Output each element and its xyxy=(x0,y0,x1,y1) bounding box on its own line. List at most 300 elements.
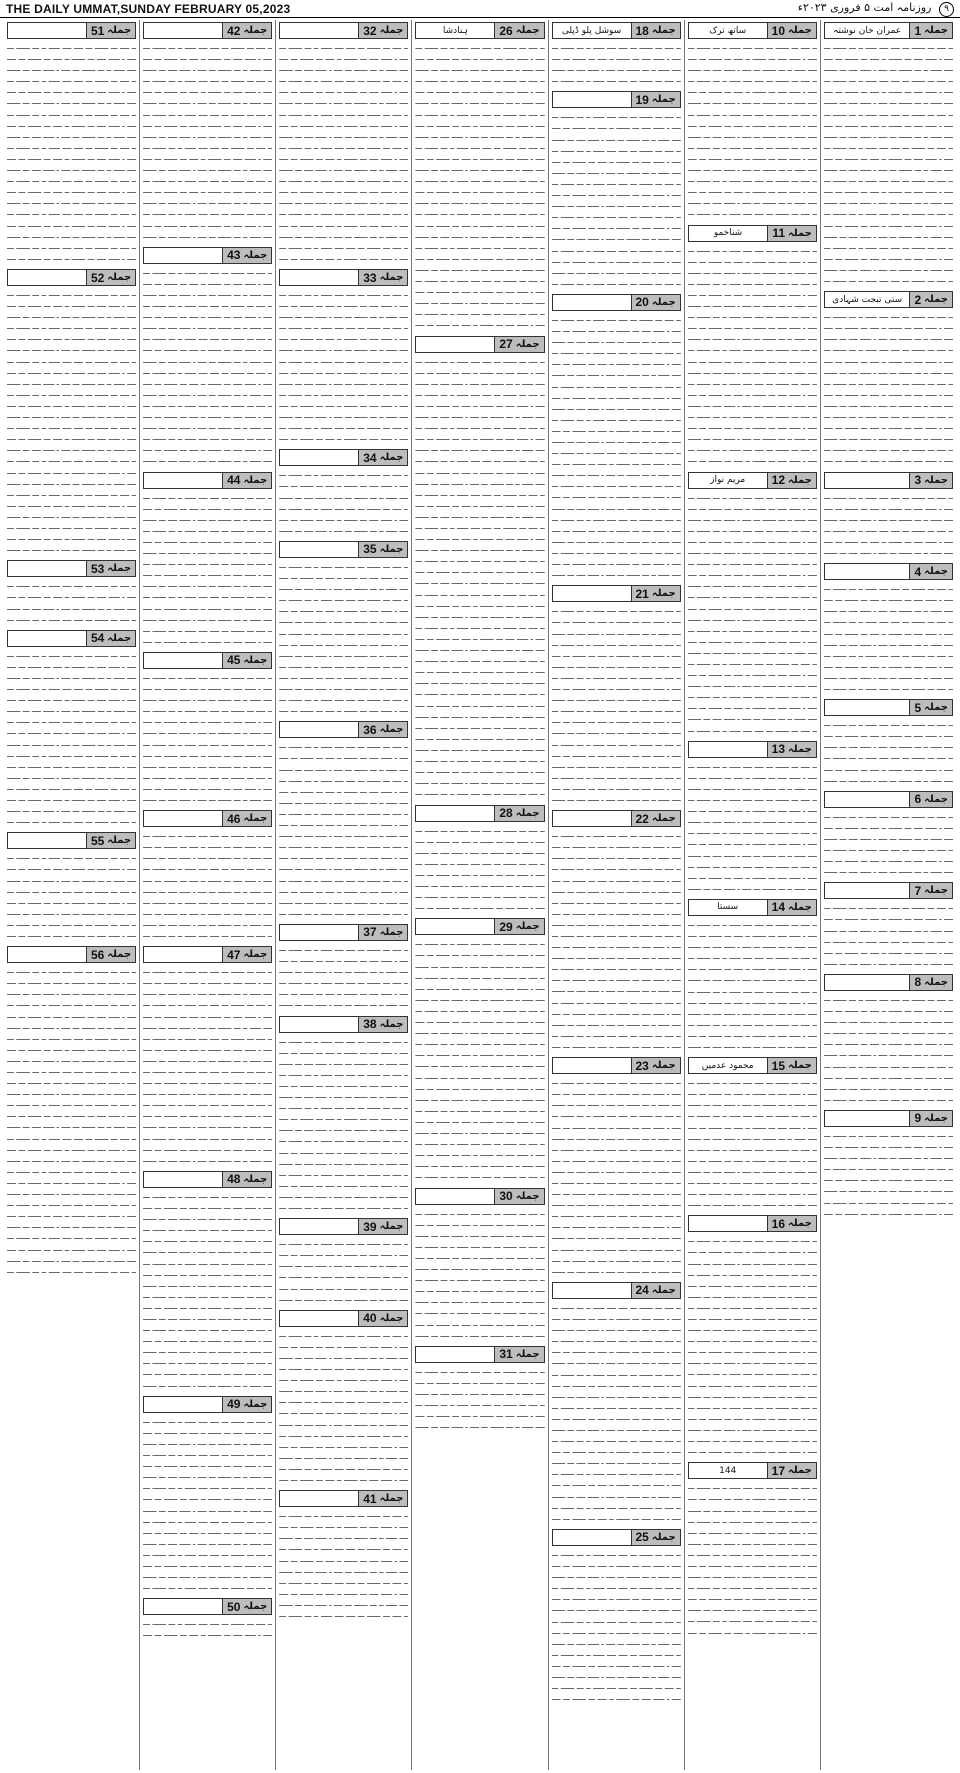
news-item-headline xyxy=(280,722,358,737)
jumla-label: جملہ xyxy=(107,25,132,36)
news-item xyxy=(7,628,136,827)
news-item xyxy=(143,1394,272,1593)
jumla-label: جملہ xyxy=(107,835,132,847)
news-item-headline xyxy=(553,1058,631,1073)
jumla-label: جملہ xyxy=(651,1060,676,1072)
news-item-header xyxy=(824,291,953,308)
news-item-header xyxy=(279,1310,408,1327)
news-item-headline xyxy=(280,270,358,285)
news-item-number-value: 42 xyxy=(227,23,241,38)
news-item-header xyxy=(824,563,953,580)
news-item-number xyxy=(358,722,407,737)
news-item-header xyxy=(7,946,136,963)
news-item-number xyxy=(909,473,952,488)
news-item xyxy=(279,539,408,715)
news-item-number-value: 52 xyxy=(90,270,105,285)
news-item-number xyxy=(631,586,680,601)
jumla-label: جملہ xyxy=(243,249,268,261)
news-item xyxy=(824,20,953,285)
news-item-number xyxy=(767,742,816,757)
news-item xyxy=(279,267,408,443)
news-item-number xyxy=(767,1058,816,1073)
news-item xyxy=(552,1280,681,1523)
news-item-headline: عمران خان نوشتہ xyxy=(833,25,902,36)
news-item xyxy=(143,245,272,466)
news-item-number-value: 6 xyxy=(914,792,922,807)
news-item-header xyxy=(279,721,408,738)
news-column xyxy=(820,20,956,1770)
jumla-label: جملہ xyxy=(651,588,676,600)
news-item-number-value: 16 xyxy=(771,1216,785,1231)
news-item-header xyxy=(279,269,408,286)
jumla-label: جملہ xyxy=(515,921,540,933)
news-item xyxy=(824,697,953,785)
jumla-label: جملہ xyxy=(379,724,404,736)
news-item-headline xyxy=(553,92,631,107)
news-item-body: ــ ــــ ـــ ــــــ ـــ ــــ ــــ ـــــ ــ ـــ ــــــ ـــ ــــ ـ ـــــ ــــ ـــ ــــــ ــ ــــ ـــ ــــــ ـــ ــــ ــــ ـــــ ــ ـــ ــــــ ـــ ــــ ـ ـــــ ــــ ـــ ــــــ ــ ــــ ـــ ــــــ ـــ ــــ ــــ ـــــ ــ ـــ ــــــ ـــ ــــ ـ ـــــ ــــ ـــ ــــــ ــ ــــ ـــ ــــــ ـــ ــــ ــــ ـــــ ــ ـــ ــــــ ـــ ــــ ـ ـــــ ــــ ـــ ــــــ xyxy=(279,469,409,534)
news-item-number xyxy=(631,811,680,826)
news-item-headline xyxy=(416,1189,494,1204)
urdu-date-line: روزنامہ امت ۵ فروری ۲۰۲۳ء xyxy=(797,0,932,14)
news-item-number xyxy=(494,806,543,821)
news-item-headline: سستا xyxy=(717,902,739,913)
news-item xyxy=(279,447,408,535)
news-item-number-value: 38 xyxy=(363,1017,377,1032)
news-item-number-value: 49 xyxy=(227,1397,241,1412)
news-item-body: ــ ــــ ـــ ــــــ ـــ ــــ ــــ ـــــ ــ ـــ ــــــ ـــ ــــ ـ ـــــ ــــ ـــ ــــــ ــ ــــ ـــ ــــــ ـــ ــــ ــــ ـــــ ــ ـــ ــــــ ـــ ــــ ـ ـــــ ــــ ـــ ــــــ ــ ــــ ـــ ــــــ ـــ ــــ ــــ ـــــ ــ ـــ ــــــ ـــ ــــ ـ ـــــ ــــ ـــ ــــــ ــ ــــ ـــ ــــــ ـــ ــــ ــــ ـــــ ــ ـــ ــــــ ـــ ــــ ـ ـــــ ــــ ـــ ــــــ ــ ــــ ـــ ــــــ ـــ ــــ ــــ ـــــ ــ ـــ ــــــ ـــ ــــ ـ ـــــ ــــ ـــ ــــــ ــ ــــ ـــ ــــــ ـــ ــــ ــــ ـــــ ــ ـــ ــــــ ـــ ــــ ـ ـــــ ــــ ـــ ــــــ ــ ــــ ـــ ــــــ ـــ ــــ ــــ ـــــ ــ ـــ ــــــ ـــ ــــ ـ ـــــ ــــ ـــ ــــــ ــ ــــ ـــ ــــــ ـــ ــــ ــــ ـــــ ــ ـــ ــــــ ـــ ــــ ـ ـــــ ــــ ـــ ــــــ ــ ــــ ـــ ــــــ ـــ ــــ ــــ ـــــ ــ ـــ ــــــ ـــ ــــ ـ ـــــ ــــ ـــ ــــــ ــ ــــ ـــ ــــــ ـــ ــــ ــــ ـــــ ــ ـــ ــــــ ـــ ــــ ـ ـــــ ــــ ـــ ــــــ ــ ــــ ـــ ــــــ ـــ ــــ ــــ ـــــ ــ ـــ ــــــ ـــ ــــ ـ ـــــ ــــ ـــ ــــــ ــ ــــ ـــ ــــــ ـــ ــــ ــــ ـــــ ــ ـــ ــــــ ـــ ــــ ـ ـــــ ــــ ـــ ــــــ xyxy=(143,42,273,240)
news-item-number-value: 48 xyxy=(227,1172,241,1187)
news-item-body: ــ ــــ ـــ ــــــ ـــ ــــ ــــ ـــــ ــ ـــ ــــــ ـــ ــــ ـ ـــــ ــــ ـــ ــــــ ــ ــــ ـــ ــــــ ـــ ــــ ــــ ـــــ ــ ـــ ــــــ ـــ ــــ ـ ـــــ ــــ ـــ ــــــ ــ ــــ ـــ ــــــ ـــ ــــ ــــ ـــــ ــ ـــ ــــــ ـــ ــــ ـ ـــــ ــــ ـــ ــــــ ــ ــــ ـــ ــــــ ـــ ــــ ــــ ـــــ ــ ـــ ــــــ ـــ ــــ ـ ـــــ ــــ ـــ ــــــ ــ ــــ ـــ ــــــ ـــ ــــ ــــ ـــــ ــ ـــ ــــــ ـــ ــــ ـ ـــــ ــــ ـــ ــــــ ــ ــــ ـــ ــــــ ـــ ــــ ــــ ـــــ ــ ـــ ــــــ ـــ ــــ ـ ـــــ ــــ ـــ ــــــ ــ ــــ ـــ ــــــ ـــ ــــ ــــ ـــــ ــ ـــ ــــــ ـــ ــــ ـ ـــــ ــــ ـــ ــــــ ــ ــــ ـــ ــــــ ـــ ــــ ــــ ـــــ ــ ـــ ــــــ ـــ ــــ ـ ـــــ ــــ ـــ ــــــ ــ ــــ ـــ ــــــ ـــ ــــ ــــ ـــــ ــ ـــ ــــــ ـــ ــــ ـ ـــــ ــــ ـــ ــــــ ــ ــــ ـــ ــــــ ـــ ــــ xyxy=(279,1329,409,1483)
news-item-headline xyxy=(553,586,631,601)
news-item-number-value: 56 xyxy=(90,947,105,962)
news-item-header xyxy=(143,247,272,264)
jumla-label: جملہ xyxy=(379,926,404,938)
news-item-body: ــ ــــ ـــ ــــــ ـــ ــــ ــــ ـــــ ــ ـــ ــــــ ـــ ــــ ـ ـــــ ــــ ـــ ــــــ ــ ــــ ـــ ــــــ ـــ ــــ ــــ ـــــ ــ ـــ ــــــ ـــ ــــ ـ ـــــ ــــ ـــ ــــــ ــ ــــ ـــ ــــــ ـــ ــــ ــــ ـــــ ــ ـــ ــــــ ـــ ــــ ـ ـــــ ــــ ـــ ــــــ ــ ــــ ـــ ــــــ ـــ ــــ ــــ ـــــ ــ ـــ ــــــ ـــ ــــ ـ ـــــ ــــ ـــ ــــــ ــ ــــ ـــ ــــــ ـــ ــــ ــــ ـــــ ــ ـــ ــــــ ـــ ــــ ـ ـــــ ــــ ـــ ــــــ ــ ــــ ـــ ــــــ ـــ ــــ ــــ ـــــ ــ ـــ ــــــ ـــ ــــ ـ ـــــ ــــ ـــ ــــــ ــ ــــ ـــ ــــــ ـــ ــــ ــــ ـــــ ــ ـــ ــــــ ـــ ــــ ـ ـــــ ــــ ـــ ــــــ ــ ــــ ـــ ــــــ ـــ ــــ ــــ ـــــ ــ ـــ ــــــ ـــ ــــ ـ ـــــ ــــ ـــ ــــــ xyxy=(687,918,817,1050)
news-item xyxy=(415,916,544,1181)
news-item-number-value: 35 xyxy=(363,542,377,557)
news-item-number-value: 41 xyxy=(363,1491,377,1506)
jumla-label: جملہ xyxy=(788,1060,812,1072)
news-item-number xyxy=(358,270,407,285)
news-item-body: ــ ــــ ـــ ــــــ ـــ ــــ ــــ ـــــ ــ ـــ ــــــ ـــ ــــ ـ ـــــ ــــ ـــ ــــــ ــ ــــ ـــ ــــــ ـــ ــــ ــــ ـــــ ــ ـــ ــــــ ـــ ــــ ـ ـــــ ــــ ـــ ــــــ ــ ــــ ـــ ــــــ ـــ ــــ ــــ ـــــ ــ ـــ ــــــ ـــ ــــ ـ ـــــ ــــ ـــ ــــــ ــ ــــ ـــ ــــــ ـــ ــــ ــــ ـــــ ــ ـــ ــــــ ـــ ــــ ـ ـــــ ــــ ـــ ــــــ ــ ــــ ـــ ــــــ ـــ ــــ ــــ ـــــ ــ ـــ ــــــ ـــ ــــ ـ ـــــ ــــ ـــ ــــــ ــ ــــ ـــ ــــــ ـــ ــــ ــــ ـــــ ــ ـــ ــــــ ـــ ــــ ـ ـــــ ــــ ـــ ــــــ ــ ــــ ـــ ــــــ ـــ ــــ ــــ ـــــ ــ ـــ ــــــ ـــ ــــ ـ ـــــ ــــ ـــ ــــــ ــ ــــ ـــ ــــــ ـــ ــــ ــــ ـــــ ــ ـــ ــــــ ـــ ــــ ـ ـــــ ــــ ـــ ــــــ xyxy=(687,1077,817,1209)
news-item-headline xyxy=(144,23,222,38)
jumla-label: جملہ xyxy=(788,25,812,36)
jumla-label: جملہ xyxy=(788,901,812,913)
news-item-body: ــ ــــ ـــ ــــــ ـــ ــــ ــــ ـــــ ــ ـــ ــــــ ـــ ــــ ـ ـــــ ــــ ـــ ــــــ ــ ــــ ـــ ــــــ ـــ ــــ ــــ ـــــ ــ ـــ ــــــ ـــ ــــ ـ ـــــ ــــ ـــ ــــــ ــ ــــ ـــ ــــــ ـــ ــــ ــــ ـــــ ــ ـــ ــــــ ـــ ــــ ـ ـــــ ــــ ـــ ــــــ ــ ــــ ـــ ــــــ ـــ ــــ ــــ ـــــ ــ ـــ ــــــ ـــ ــــ ـ ـــــ ــــ ـــ ــــــ ــ ــــ ـــ ــــــ ـــ ــــ ــــ ـــــ ــ ـــ ــــــ ـــ ــــ ـ ـــــ ــــ ـــ ــــــ ــ ــــ ـــ ــــــ ـــ ــــ ــــ ـــــ ــ ـــ ــــــ ـــ ــــ ـ ـــــ ــــ ـــ ــــــ ــ ــــ ـــ ــــــ ـــ ــــ ــــ ـــــ ــ ـــ ــــــ ـــ ــــ ـ ـــــ ــــ ـــ ــــــ ــ ــــ ـــ ــــــ ـــ ــــ ــــ ـــــ ــ ـــ ــــــ ـــ ــــ ـ ـــــ ــــ ـــ ــــــ ــ ــــ ـــ ــــــ ـــ ــــ ــــ ـــــ ــ ـــ ــــــ ـــ ــــ ـ ـــــ ــــ ـــ ــــــ ــ ــــ ـــ ــــــ ـــ ــــ xyxy=(143,491,273,645)
news-item xyxy=(279,1216,408,1304)
news-item xyxy=(824,289,953,465)
news-item-header xyxy=(279,541,408,558)
news-item-number xyxy=(909,1111,952,1126)
news-item-number-value: 33 xyxy=(363,270,377,285)
news-item-number xyxy=(222,653,271,668)
news-item-headline: سوشل پلو ڈپلی xyxy=(561,25,622,36)
news-item-number xyxy=(909,564,952,579)
news-item-headline xyxy=(416,919,494,934)
jumla-label: جملہ xyxy=(788,743,812,755)
news-item-header xyxy=(688,899,817,916)
news-item-body: ــ ــــ ـــ ــــــ ـــ ــــ ــــ ـــــ ــ ـــ ــــــ ـــ ــــ ـ ـــــ ــــ ـــ ــــــ ــ ــــ ـــ ــــــ ـــ ــــ ــــ ـــــ ــ ـــ ــــــ ـــ ــــ ـ ـــــ ــــ ـــ ــــــ ــ ــــ ـــ ــــــ ـــ ــــ ــــ ـــــ ــ ـــ ــــــ ـــ ــــ ـ ـــــ ــــ ـــ ــــــ ــ ــــ ـــ ــــــ ـــ ــــ ــــ ـــــ ــ ـــ ــــــ ـــ ــــ ـ ـــــ ــــ ـــ ــــــ ــ ــــ ـــ ــــــ ـــ ــــ ــــ ـــــ ــ ـــ ــــــ ـــ ــــ ـ ـــــ ــــ ـــ ــــــ ــ ــــ ـــ ــــــ ـــ ــــ ــــ ـــــ ــ ـــ ــــــ ـــ ــــ ـ ـــــ ــــ ـــ ــــــ ــ ــــ ـــ ــــــ ـــ ــــ ــــ ـــــ ــ ـــ ــــــ ـــ ــــ ـ ـــــ ــــ ـــ ــــــ ــ ــــ ـــ ــــــ ـــ ــــ ــــ ـــــ ــ ـــ ــــــ ـــ ــــ ـ ـــــ ــــ ـــ ــــــ ــ ــــ ـــ ــــــ ـــ ــــ ــــ ـــــ ــ ـــ ــــــ ـــ ــــ ـ ـــــ ــــ ـــ ــــــ ــ ــــ ـــ ــــــ ـــ ــــ ــــ ـــــ ــ ـــ ــــــ ـــ ــــ ـ ـــــ ــــ ـــ ــــــ ــ ــــ ـــ ــــــ ـــ ــــ ــــ ـــــ ــ ـــ ــــــ ـــ ــــ ـ ـــــ ــــ ـــ ــــــ ــ ــــ ـــ ــــــ ـــ ــــ ــــ ـــــ ــ ـــ ــــــ ـــ ــــ ـ ـــــ ــــ ـــ ــــــ xyxy=(143,266,273,465)
news-item-body: ــ ــــ ـــ ــــــ ـــ ــــ ــــ ـــــ ــ ـــ ــــــ ـــ ــــ ـ ـــــ ــــ ـــ ــــــ ــ ــــ ـــ ــــــ ـــ ــــ ــــ ـــــ ــ ـــ ــــــ ـــ ــــ ـ ـــــ ــــ ـــ ــــــ ــ ــــ ـــ ــــــ ـــ ــــ ــــ ـــــ ــ ـــ ــــــ ـــ ــــ ـ ـــــ ــــ ـــ ــــــ ــ ــــ ـــ ــــــ ـــ ــــ ــــ ـــــ ــ ـــ ــــــ ـــ ــــ ـ ـــــ ــــ ـــ ــــــ ــ ــــ ـــ ــــــ ـــ ــــ ــــ ـــــ ــ ـــ ــــــ ـــ ــــ ـ ـــــ ــــ ـــ ــــــ ــ ــــ ـــ ــــــ ـــ ــــ ــــ ـــــ ــ ـــ ــــــ ـــ ــــ ـ ـــــ ــــ ـــ ــــــ ــ ــــ ـــ ــــــ ـــ ــــ ــــ ـــــ ــ ـــ ــــــ ـــ ــــ ـ ـــــ ــــ ـــ ــــــ ــ ــــ ـــ ــــــ ـــ ــــ ــــ ـــــ ــ ـــ ــــــ ـــ ــــ ـ ـــــ ــــ ـــ ــــــ xyxy=(415,1207,545,1339)
news-item-headline xyxy=(144,248,222,263)
news-item-number-value: 19 xyxy=(635,92,649,107)
news-item-number xyxy=(494,919,543,934)
news-item xyxy=(688,1460,817,1636)
news-item-headline xyxy=(280,1311,358,1326)
news-item-number xyxy=(909,975,952,990)
news-item-number-value: 34 xyxy=(363,450,377,465)
news-item-number xyxy=(631,92,680,107)
news-item-body: ــ ــــ ـــ ــــــ ـــ ــــ ــــ ـــــ ــ ـــ ــــــ ـــ ــــ ـ ـــــ ــــ ـــ ــــــ ــ ــــ ـــ ــــــ ـــ ــــ ــــ ـــــ ــ ـــ ــــــ ـــ ــــ ـ ـــــ ــــ ـــ ــــــ ــ ــــ ـــ ــــــ ـــ ــــ ــــ ـــــ ــ ـــ ــــــ ـــ ــــ ـ ـــــ ــــ ـــ ــــــ ــ ــــ ـــ ــــــ ـــ ــــ ــــ ـــــ ــ ـــ ــــــ ـــ ــــ ـ ـــــ ــــ ـــ ــــــ ــ ــــ ـــ ــــــ ـــ ــــ ــــ ـــــ ــ ـــ ــــــ ـــ ــــ ـ ـــــ ــــ ـــ ــــــ ــ ــــ ـــ ــــــ ـــ ــــ ــــ ـــــ ــ ـــ ــــــ ـــ ــــ ـ ـــــ ــــ ـــ ــــــ ــ ــــ ـــ ــــــ ـــ ــــ ــــ ـــــ ــ ـــ ــــــ ـــ ــــ ـ ـــــ ــــ ـــ ــــــ ــ ــــ ـــ ــــــ ـــ ــــ ــــ ـــــ ــ ـــ ــــــ ـــ ــــ ـ ـــــ ــــ ـــ ــــــ ــ ــــ ـــ ــــــ ـــ ــــ ــــ ـــــ ــ ـــ ــــــ ـــ ــــ ـ ـــــ ــــ ـــ ــــــ ــ ــــ ـــ ــــــ ـــ ــــ ــــ ـــــ ــ ـــ ــــــ ـــ ــــ ـ ـــــ ــــ ـــ ــــــ ــ ــــ ـــ ــــــ ـــ ــــ ــــ ـــــ ــ ـــ ــــــ ـــ ــــ ـ ـــــ ــــ ـــ ــــــ ــ ــــ ـــ ــــــ ـــ ــــ ــــ ـــــ ــ ـــ ــــــ ـــ ــــ ـ ـــــ ــــ ـــ ــــــ ــ ــــ ـــ ــــــ ـــ ــــ ــــ ـــــ ــ ـــ ــــــ ـــ ــــ ـ ـــــ ــــ ـــ ــــــ ــ ــــ ـــ ــــــ ـــ ــــ xyxy=(279,42,409,262)
news-item xyxy=(415,334,544,799)
news-item xyxy=(688,897,817,1051)
jumla-label: جملہ xyxy=(924,474,948,486)
news-item-header xyxy=(688,225,817,242)
news-item-body: ــ ــــ ـــ ــــــ ـــ ــــ ــــ ـــــ ــ ـــ ــــــ ـــ ــــ ـ ـــــ ــــ ـــ ــــــ ــ ــــ ـــ ــــــ ـــ ــــ ــــ ـــــ ــ ـــ ــــــ ـــ ــــ ـ ـــــ ــــ ـــ ــــــ ــ ــــ ـــ ــــــ ـــ ــــ ــــ ـــــ ــ ـــ ــــــ ـــ ــــ ـ ـــــ ــــ ـــ ــــــ ــ ــــ ـــ ــــــ ـــ ــــ ــــ ـــــ ــ ـــ ــــــ ـــ ــــ ـ ـــــ ــــ ـــ ــــــ ــ ــــ ـــ ــــــ ـــ ــــ ــــ ـــــ ــ ـــ ــــــ ـــ ــــ ـ ـــــ ــــ ـــ ــــــ ــ ــــ ـــ ــــــ ـــ ــــ ــــ ـــــ ــ ـــ ــــــ ـــ ــــ ـ ـــــ ــــ ـــ ــــــ ــ ــــ ـــ ــــــ ـــ ــــ ــــ ـــــ ــ ـــ ــــــ ـــ xyxy=(823,583,953,693)
jumla-label: جملہ xyxy=(924,885,948,897)
news-item-headline: ستی تبجت شہادی xyxy=(832,294,903,305)
news-item xyxy=(7,267,136,554)
jumla-label: جملہ xyxy=(515,807,540,819)
news-item-number-value: 51 xyxy=(90,23,105,38)
news-item-number-value: 18 xyxy=(635,23,649,38)
news-item-header xyxy=(688,1057,817,1074)
news-item-number-value: 23 xyxy=(635,1058,649,1073)
news-item-number xyxy=(631,1530,680,1545)
news-item-body: ــ ــــ ـــ ــــــ ـــ ــــ ــــ ـــــ ــ ـــ ــــــ ـــ ــــ ـ ـــــ ــــ ـــ ــــــ ــ ــــ ـــ ــــــ ـــ ــــ ــــ ـــــ ــ ـــ ــــــ ـــ ــــ ـ ـــــ ــــ ـــ ــــــ ــ ــــ ـــ ــــــ ـــ ــــ ــــ ـــــ ــ ـــ ــــــ ـــ ــــ ـ ـــــ ــــ ـــ ــــــ ــ ــــ ـــ ــــــ ـــ ــــ ــــ ـــــ ــ ـــ ــــــ ـــ ــــ ـ ـــــ ــــ ـــ ــــــ ــ ــــ ـــ ــــــ ـــ ــــ ــــ ـــــ ــ ـــ ــــــ ـــ ــــ ـ ـــــ ــــ ـــ ــــــ ــ ــــ ـــ ــــــ ـــ ــــ ــــ ـــــ ــ ـــ ــــــ ـــ ــــ ـ ـــــ ــــ ـــ ــــــ ــ ــــ ـــ ــــــ ـــ ــــ ــــ ـــــ ــ ـــ ــــــ ـــ ــــ ـ ـــــ ــــ ـــ ــــــ ــ ــــ ـــ ــــــ ـــ ــــ ــــ ـــــ ــ ـــ ــــــ ـــ ــــ ـ ـــــ ــــ ـــ ــــــ ــ ــــ ـــ ــــــ ـــ ــــ ــــ ـــــ ــ ـــ ــــــ ـــ ــــ ـ ـــــ ــــ ـــ ــــــ ــ ــــ ـــ ــــــ ـــ ــــ ــــ ـــــ ــ ـــ ــــــ ـــ ــــ ـ ـــــ ــــ ـــ ــــــ ــ ــــ ـــ ــــــ ـــ ــــ ــــ ـــــ ــ ـــ ــــــ ـــ ــــ ـ ـــــ ــــ ـــ ــــــ ــ ــــ ـــ ــــــ ـــ ــــ ــــ ـــــ ــ ـــ ــــــ ـــ ــــ ـ ـــــ ــــ ـــ ــــــ ــ ــــ ـــ ــــــ ـــ ــــ ــــ ـــــ ــ ـــ ــــــ ـــ ــــ ـ ـــــ ــــ ـــ ــــــ ــ ــــ ـــ ــــــ ـــ ــــ xyxy=(687,1235,817,1456)
news-item-headline: 144 xyxy=(719,1465,737,1476)
jumla-label: جملہ xyxy=(924,294,948,306)
news-item xyxy=(143,470,272,646)
news-item-number-value: 4 xyxy=(914,564,922,579)
news-item-number xyxy=(86,833,135,848)
news-item-number-value: 25 xyxy=(635,1530,649,1545)
news-item-header xyxy=(824,472,953,489)
news-item-body: ــ ــــ ـــ ــــــ ـــ ــــ ــــ ـــــ ــ ـــ ــــــ ـــ ــــ ـ ـــــ ــــ ـــ ــــــ ــ ــــ ـــ ــــــ ـــ ــــ ــــ ـــــ ــ ـــ ــــــ ـــ ــــ ـ ـــــ ــــ ـــ ــــــ ــ ــــ ـــ ــــــ ـــ ــــ ــــ ـــــ ــ ـــ ــــــ ـــ ــــ ـ ـــــ ــــ ـــ ــــــ ــ ــــ ـــ ــــــ ـــ ــــ ــــ ـــــ ــ ـــ ــــــ ـــ ــــ ـ ـــــ ــــ ـــ ــــــ ــ ــــ ـــ ــــــ ـــ ــــ ــــ ـــــ ــ ـــ ــــــ ـــ ــــ ـ ـــــ ــــ ـــ ــــــ ــ ــــ ـــ ــــــ ـــ ــــ xyxy=(415,824,545,912)
jumla-label: جملہ xyxy=(788,227,812,239)
news-item-header xyxy=(552,91,681,108)
news-column xyxy=(4,20,139,1770)
jumla-label: جملہ xyxy=(651,94,676,106)
news-item-number-value: 3 xyxy=(914,473,922,488)
news-item-number xyxy=(631,1058,680,1073)
jumla-label: جملہ xyxy=(243,25,268,36)
news-item-number-value: 1 xyxy=(914,23,922,38)
news-item-headline xyxy=(825,700,910,715)
news-item-number xyxy=(222,811,271,826)
news-item xyxy=(279,1014,408,1213)
news-item-number xyxy=(494,337,543,352)
news-item-number-value: 26 xyxy=(499,23,513,38)
news-item-number-value: 7 xyxy=(914,883,922,898)
jumla-label: جملہ xyxy=(651,813,676,825)
news-item-headline xyxy=(8,947,86,962)
news-item xyxy=(824,880,953,968)
news-item-header xyxy=(7,832,136,849)
news-item-number xyxy=(222,248,271,263)
news-item-number-value: 36 xyxy=(363,722,377,737)
news-item-body: ــ ــــ ـــ ــــــ ـــ ــــ ــــ ـــــ ــ ـــ ــــــ ـــ ــــ ـ ـــــ ــــ ـــ ــــــ ــ ــــ ـــ ــــــ ـــ ــــ ــــ ـــــ ــ ـــ ــــــ ـــ ــــ ـ ـــــ ــــ ـــ ــــــ ــ ــــ ـــ ــــــ ـــ ــــ ــــ ـــــ ــ ـــ ــــــ ـــ ــــ ـ ـــــ ــــ ـــ ــــــ ــ ــــ ـــ ــــــ ـــ ــــ ــــ ـــــ ــ ـــ ــــــ ـــ ــــ ـ ـــــ ــــ ـــ ــــــ ــ ــــ ـــ ــــــ ـــ ــــ ــــ ـــــ ــ ـــ ــــــ ـــ ــــ ـ ـــــ ــــ ـــ ــــــ ــ ــــ ـــ ــــــ ـــ ــــ ــــ ـــــ ــ ـــ ــــــ ـــ ــــ ـ ـــــ ــــ ـــ ــــــ ــ ــــ ـــ ــــــ ـــ ــــ ــــ ـــــ ــ ـــ ــــــ ـــ ــــ ـ ـــــ ــــ ـــ ــــــ ــ ــــ ـــ ــــــ ـــ ــــ ــــ ـــــ ــ ـــ ــــــ ـــ ــــ ـ ـــــ ــــ ـــ ــــــ ــ ــــ ـــ ــــــ ـــ ــــ ــــ ـــــ ــ ـــ ــــــ ـــ ــــ ـ ـــــ ــــ ـــ ــــــ ــ ــــ ـــ ــــــ ـــ ــــ ــــ ـــــ ــ ـــ ــــــ ـــ ــــ ـ ـــــ ــــ ـــ ــــــ ــ ــــ ـــ ــــــ ـــ ــــ ــــ ـــــ ــ ـــ ــــــ ـــ ــــ ـ ـــــ ــــ ـــ ــــــ ــ ــــ ـــ ــــــ ـــ ــــ ــــ ـــــ ــ ـــ ــــــ ـــ ــــ ـ ـــــ ــــ ـــ ــــــ ــ ــــ ـــ ــــــ ـــ ــــ ــــ ـــــ ــ ـــ ــــــ ـــ ــــ ـ ـــــ ــــ ـــ ــــــ ــ ــــ ـــ ــــــ ـــ ــــ ــــ ـــــ ــ ـــ ــــــ ـــ ــــ ـ ـــــ ــــ ـــ ــــــ ــ ــــ ـــ ــــــ ـــ ــــ ــــ ـــــ ــ ـــ ــــــ ـــ ــــ ـ ـــــ ــــ ـــ ــــــ ــ ــــ ـــ ــــــ ـــ ــــ ــــ ـــــ ــ ـــ ــــــ ـــ ــــ ـ ـــــ ــــ ـــ ــــــ xyxy=(7,289,137,554)
news-item-number xyxy=(358,1491,407,1506)
news-item-body: ــ ــــ ـــ ــــــ ـــ ــــ ــــ ـــــ ــ ـــ ــــــ ـــ ــــ ـ ـــــ ــــ ـــ ــــــ ــ ــــ ـــ ــــــ ـــ ــــ ــــ ـــــ ــ ـــ ــــــ ـــ ــــ ـ ـــــ ــــ ـــ ــــــ ــ ــــ ـــ ــــــ ـــ ــــ ــــ ـــــ ــ ـــ ــــــ ـــ ــــ ـ ـــــ ــــ ـــ ــــــ ــ ــــ ـــ ــــــ ـــ ــــ ــــ ـــــ ــ ـــ ــــــ ـــ ــــ ـ ـــــ ــــ ـــ ــــــ ــ ــــ ـــ ــــــ ـــ ــــ ــــ ـــــ ــ ـــ ــــــ ـــ ــــ ـ ـــــ ــــ ـــ ــــــ ــ ــــ ـــ ــــــ ـــ ــــ ــــ ـــــ ــ ـــ ــــــ ـــ ــــ ـ ـــــ ــــ ـــ ــــــ ــ ــــ ـــ ــــــ ـــ ــــ ــــ ـــــ ــ ـــ ــــــ ـــ ــــ ـ ـــــ ــــ ـــ ــــــ ــ ــــ ـــ ــــــ ـــ ــــ ــــ ـــــ ــ ـــ ــــــ ـــ ــــ ـ ـــــ ــــ ـــ ــــــ ــ ــــ ـــ ــــــ ـــ ــــ ــــ ـــــ ــ ـــ ــــــ ـــ ــــ ـ ـــــ ــــ ـــ ــــــ ــ ــــ ـــ ــــــ ـــ ــــ xyxy=(823,311,953,465)
news-item-number xyxy=(358,1219,407,1234)
news-item-number xyxy=(86,947,135,962)
news-item-header xyxy=(7,560,136,577)
jumla-label: جملہ xyxy=(379,1493,404,1505)
jumla-label: جملہ xyxy=(379,452,404,464)
news-item xyxy=(143,650,272,804)
news-item-number xyxy=(909,23,952,38)
news-item-body: ــ ــــ ـــ ــــــ ـــ ــــ ــــ ـــــ ــ ـــ ــــــ ـــ ــــ ـ ـــــ ــــ ـــ ــــــ ــ ــــ ـــ ــــــ ـــ ــــ ــــ ـــــ ــ ـــ ــــــ ـــ ــــ ـ ـــــ ــــ ـــ ــــــ ــ ــــ ـــ ــــــ ـــ ــــ ــــ ـــــ ــ ـــ ــــــ ـــ ــــ ـ ـــــ ــــ ـــ ــــــ ــ ــــ ـــ ــــــ ـــ ــــ ــــ ـــــ ــ ـــ ــــــ ـــ ــــ ـ ـــــ ــــ ـــ ــــــ ــ ــــ ـــ ــــــ ـــ ــــ ــــ ـــــ ــ ـــ ــــــ ـــ ــــ ـ ـــــ ــــ ـــ ــــــ ــ ــــ ـــ ــــــ ـــ ــــ ــــ ـــــ ــ ـــ ــــــ ـــ ــــ ـ ـــــ ــــ ـــ ــــــ ــ ــــ ـــ ــــــ ـــ ــــ ــــ ـــــ ــ ـــ ــــــ ـــ ــــ ـ ـــــ ــــ ـــ ــــــ ــ ــــ ـــ ــــــ ـــ ــــ ــــ ـــــ ــ ـــ ــــــ ـــ ــــ ـ ـــــ ــــ ـــ ــــــ ــ ــــ ـــ ــــــ ـــ ــــ ــــ ـــــ ــ ـــ ــــــ ـــ ــــ ـ ـــــ ــــ ـــ ــــــ ــ ــــ ـــ ــــــ ـــ ــــ xyxy=(279,289,409,443)
news-item-headline xyxy=(280,1017,358,1032)
news-item-header xyxy=(415,22,544,39)
news-item-header xyxy=(143,1396,272,1413)
page-number-badge: ۹ xyxy=(939,2,954,17)
news-item-body: ــ ــــ ـــ ــــــ ـــ ــــ ــــ ـــــ ــ ـــ ــــــ ـــ ــــ ـ ـــــ ــــ ـــ ــــــ ــ ــــ ـــ ــــــ ـــ ــــ ــــ ـــــ ــ ـــ ــــــ ـــ ــــ ـ ـــــ ــــ ـــ ــــــ ــ ــــ ـــ ــــــ ـــ ــــ ــــ ـــــ ــ ـــ ــــــ ـــ ــــ ـ ـــــ ــــ ـــ ــــــ ــ ــــ ـــ ــــــ ـــ ــــ ــــ ـــــ ــ ـــ ــــــ ـــ ــــ ـ ـــــ ــــ ـــ ــــــ xyxy=(823,902,953,967)
news-item-number-value: 47 xyxy=(227,947,241,962)
news-item-headline xyxy=(280,23,358,38)
news-item-number xyxy=(494,1189,543,1204)
news-item xyxy=(824,1108,953,1218)
news-item-body: ــ ــــ ـــ ــــــ ـــ ــــ ــــ ـــــ ــ ـــ ــــــ ـــ ــــ ـ ـــــ ــــ ـــ ــــــ ــ ــــ ـــ ــــــ ـــ ــــ ــــ ـــــ ــ ـــ ــــــ ـــ ــــ ـ ـــــ ــــ ـــ ــــــ ــ ــــ ـــ ــــــ ـــ ــــ ــــ ـــــ ــ ـــ ــــــ ـــ ــــ ـ ـــــ ــــ ـــ ــــــ ــ ــــ ـــ ــــــ ـــ ــــ ــــ ـــــ ــ ـــ ــــــ ـــ ــــ ـ ـــــ ــــ ـــ ــــــ ــ ــــ ـــ ــــــ ـــ ــــ ــــ ـــــ ــ ـــ ــــــ ـــ ــــ ـ ـــــ ــــ ـــ ــــــ ــ ــــ ـــ ــــــ ـــ ــــ ــــ ـــــ ــ ـــ ــــــ ـــ ــــ ـ ـــــ ــــ ـــ ــــــ ــ ــــ ـــ ــــــ ـــ ــــ ــــ ـــــ ــ ـــ ــــــ ـــ ــــ ـ ـــــ ــــ ـــ ــــــ ــ ــــ ـــ ــــــ ـــ ــــ ــــ ـــــ ــ ـــ ــــــ ـــ ــــ ـ ـــــ ــــ ـــ ــــــ ــ ــــ ـــ ــــــ ـــ ــــ ــــ ـــــ ــ ـــ ــــــ ـــ ــــ ـ ـــــ ــــ ـــ ــــــ ــ ــــ ـــ ــــــ ـــ ــــ ــــ ـــــ ــ ـــ ــــــ ـــ ــــ ـ ـــــ ــــ ـــ ــــــ ــ ــــ ـــ ــــــ ـــ ــــ ــــ ـــــ ــ ـــ ــــــ ـــ ــــ ـ ـــــ ــــ ـــ ــــــ ــ ــــ ـــ ــــــ ـــ ــــ ــــ ـــــ ــ ـــ ــــــ ـــ ــــ ـ ـــــ ــــ ـــ ــــــ ــ ــــ ـــ ــــــ ـــ ــــ ــــ ـــــ ــ ـــ ــــــ ـــ ــــ ـ ـــــ ــــ ـــ ــــــ ــ ــــ ـــ ــــــ ـــ ــــ xyxy=(551,830,681,1050)
news-item xyxy=(415,20,544,330)
news-item-number xyxy=(358,542,407,557)
news-item-headline xyxy=(825,1111,910,1126)
news-item xyxy=(688,223,817,466)
news-item-number xyxy=(909,700,952,715)
news-item-body: ــ ــــ ـــ ــــــ ـــ ــــ ــــ ـــــ ــ ـــ ــــــ ـــ ــــ ـ ـــــ ــــ ـــ ــــــ ــ ــــ ـــ ــــــ ـــ ــــ ــــ ـــــ ــ ـــ ــــــ ـــ ــــ ـ ـــــ ــــ ـــ ــــــ ــ ــــ ـــ ــــــ ـــ ــــ ــــ ـــــ ــ ـــ ــــــ ـــ ــــ ـ ـــــ ــــ ـــ ــــــ ــ ــــ ـــ ــــــ ـــ ــــ ــــ ـــــ ــ ـــ ــــــ ـــ ــــ ـ ـــــ ــــ ـــ ــــــ ــ ــــ ـــ ــــــ ـــ ــــ ــــ ـــــ ــ ـــ ــــــ ـــ ــــ ـ ـــــ ــــ ـــ ــــــ ــ ــــ ـــ ــــــ ـــ ــــ ــــ ـــــ ــ ـــ ــــــ ـــ ــــ ـ ـــــ ــــ ـــ ــــــ ــ ــــ ـــ ــــــ ـــ ــــ ــــ ـــــ ــ ـــ ــــــ ـــ ــــ ـ ـــــ ــــ ـــ ــــــ ــ ــــ ـــ ــــــ ـــ ــــ ــــ ـــــ ــ ـــ ــــــ ـــ ــــ ـ ـــــ ــــ ـــ ــــــ ــ ــــ ـــ ــــــ ـــ ــــ ــــ ـــــ ــ ـــ ــــــ ـــ ــــ ـ ـــــ ــــ ـــ ــــــ ــ ــــ ـــ ــــــ ـــ ــــ xyxy=(279,560,409,715)
news-item-headline xyxy=(8,631,86,646)
english-masthead-title: THE DAILY UMMAT,SUNDAY FEBRUARY 05,2023 xyxy=(6,1,291,16)
news-item xyxy=(552,583,681,804)
news-item-number xyxy=(909,792,952,807)
news-item-headline xyxy=(144,1599,222,1614)
news-item xyxy=(552,808,681,1051)
news-item-headline xyxy=(280,925,358,940)
news-item-header xyxy=(688,1462,817,1479)
news-item-headline xyxy=(144,653,222,668)
news-item-number-value: 53 xyxy=(90,561,105,576)
news-item-headline xyxy=(416,337,494,352)
news-item-header xyxy=(279,1218,408,1235)
jumla-label: جملہ xyxy=(243,1398,268,1410)
news-item xyxy=(552,89,681,288)
news-column xyxy=(139,20,275,1770)
news-item xyxy=(552,20,681,85)
news-item-headline xyxy=(144,947,222,962)
news-item xyxy=(824,561,953,693)
news-item-number xyxy=(909,292,952,307)
jumla-label: جملہ xyxy=(651,1284,676,1296)
news-item-body: ــ ــــ ـــ ــــــ ـــ ــــ ــــ ـــــ ــ ـــ ــــــ ـــ ــــ ـ ـــــ ــــ ـــ ــــــ ــ ــــ ـــ ــــــ ـــ ــــ ــــ ـــــ ــ ـــ ــــــ ـــ ــــ ـ ـــــ ــــ ـــ ــــــ ــ ــــ ـــ ــــــ ـــ ــــ ــــ ـــــ ــ ـــ ــــــ ـــ ــــ ـ ـــــ ــــ ـــ ــــــ ــ ــــ ـــ ــــــ ـــ ــــ ــــ ـــــ ــ ـــ ــــــ ـــ ــــ ـ ـــــ ــــ ـــ ــــــ ــ ــــ ـــ ــــــ ـــ ــــ ــــ ـــــ ــ ـــ ــــــ ـــ ــــ ـ ـــــ ــــ ـــ ــــــ ــ ــــ ـــ ــــــ ـــ ــــ ــــ ـــــ ــ ـــ ــــــ ـــ ــــ ـ ـــــ ــــ ـــ ــــــ ــ ــــ ـــ ــــــ ـــ ــــ ــــ ـــــ ــ ـــ ــــــ ـــ ــــ ـ ـــــ ــــ ـــ ــــــ ــ ــــ ـــ ــــــ ـــ ــــ ــــ ـــــ ــ ـــ ــــــ ـــ ــــ ـ ـــــ ــــ ـــ ــــــ ــ ــــ ـــ ــــــ ـــ ــــ ــــ ـــــ ــ ـــ ــــــ ـــ ــــ ـ ـــــ ــــ ـــ ــــــ ــ ــــ ـــ ــــــ ـــ ــــ ــــ ـــــ ــ ـــ ــــــ ـــ ــــ ـ ـــــ ــــ ـــ ــــــ ــ ــــ ـــ ــــــ ـــ ــــ ــــ ـــــ ــ ـــ ــــــ ـــ ــــ ـ ـــــ ــــ ـــ ــــــ ــ ــــ ـــ ــــــ ـــ ــــ ــــ ـــــ ــ ـــ ــــــ ـــ ــــ ـ ـــــ ــــ ـــ ــــــ xyxy=(143,1190,273,1389)
news-item-header xyxy=(415,918,544,935)
jumla-label: جملہ xyxy=(924,25,948,36)
news-item-headline xyxy=(553,295,631,310)
news-item-header xyxy=(824,791,953,808)
news-item xyxy=(7,558,136,623)
news-item-number xyxy=(767,1216,816,1231)
news-item-number xyxy=(767,226,816,241)
news-item-body: ــ ــــ ـــ ــــــ ـــ ــــ ــــ ـــــ ــ ـــ ــــــ ـــ ــــ ـ ـــــ ــــ ـــ ــــــ ــ ــــ ـــ ــــــ ـــ ــــ ــــ ـــــ ــ ـــ ــــــ ـــ ــــ ـ ـــــ ــــ ـــ ــــــ ــ ــــ ـــ ــــــ ـــ ــــ ــــ ـــــ ــ ـــ ــــــ ـــ ــــ ـ ـــــ ــــ ـــ ــــــ ــ ــــ ـــ ــــــ ـــ ــــ ــــ ـــــ ــ ـــ ــــــ ـــ ــــ ـ ـــــ ــــ ـــ ــــــ xyxy=(823,491,953,557)
news-item-number-value: 2 xyxy=(914,292,922,307)
news-item-header xyxy=(415,1346,544,1363)
news-item-number xyxy=(909,883,952,898)
news-item-body: ــ ــــ ـــ ــــــ ـــ ــــ ــــ ـــــ ــ ـــ ــــــ ـــ ــــ ـ ـــــ ــــ ـــ ــــــ ــ ــــ ـــ ــــــ ـــ ــــ ــــ ـــــ ــ ـــ ــــــ ـــ ــــ ـ ـــــ ــــ ـــ ــــــ ــ ــــ ـــ ــــــ ـــ ــــ ــــ ـــــ ــ ـــ ــــــ ـــ ــــ ـ ـــــ ــــ ـــ ــــــ ــ ــــ ـــ ــــــ ـــ ــــ ــــ ـــــ ــ ـــ ــــــ ـــ ــــ ـ ـــــ ــــ ـــ ــــــ ــ ــــ ـــ ــــــ ـــ ــــ ــــ ـــــ ــ ـــ ــــــ ـــ ــــ ـ ـــــ ــــ ـــ ــــــ ــ ــــ ـــ ــــــ ـــ ــــ ــــ ـــــ ــ ـــ ــــــ ـــ ــــ ـ ـــــ ــــ ـــ ــــــ ــ ــــ ـــ ــــــ ـــ ــــ ــــ ـــــ ــ ـــ ــــــ ـــ ــــ ـ ـــــ ــــ ـــ ــــــ ــ ــــ ـــ ــــــ ـــ ــــ ــــ ـــــ ــ ـــ ــــــ ـــ ــــ ـ ـــــ ــــ ـــ ــــــ ــ ــــ ـــ ــــــ ـــ ــــ ــــ ـــــ ــ ـــ ــــــ ـــ ــــ ـ ـــــ ــــ ـــ ــــــ ــ ــــ ـــ ــــــ ـــ ــــ xyxy=(687,1482,817,1636)
news-item-body: ــ ــــ ـــ ــــــ ـــ ــــ ــــ ـــــ ــ ـــ ــــــ ـــ ــــ ـ ـــــ ــــ ـــ ــــــ ــ ــــ ـــ ــــــ ـــ ــــ ــــ ـــــ ــ ـــ ــــــ ـــ ــــ ـ ـــــ ــــ ـــ ــــــ ــ ــــ ـــ ــــــ ـــ ــــ ــــ ـــــ ــ ـــ ــــــ ـــ ــــ ـ ـــــ ــــ ـــ ــــــ ــ ــــ ـــ ــــــ ـــ ــــ ــــ ـــــ ــ ـــ ــــــ ـــ ــــ ـ ـــــ ــــ ـــ ــــــ ــ ــــ ـــ ــــــ ـــ ــــ ــــ ـــــ ــ ـــ ــــــ ـــ ــــ ـ ـــــ ــــ ـــ ــــــ ــ ــــ ـــ ــــــ ـــ ــــ ــــ ـــــ ــ ـــ ــــــ ـــ ــــ ـ ـــــ ــــ ـــ ــــــ ــ ــــ ـــ ــــــ ـــ ــــ ــــ ـــــ ــ ـــ ــــــ ـــ ــــ ـ ـــــ ــــ ـــ ــــــ ــ ــــ ـــ ــــــ ـــ ــــ ــــ ـــــ ــ ـــ ــــــ ـــ ــــ ـ ـــــ ــــ ـــ ــــــ ــ ــــ ـــ ــــــ ـــ ــــ ــــ ـــــ ــ ـــ ــــــ ـــ ــــ ـ ـــــ ــــ ـــ ــــــ ــ ــــ ـــ ــــــ ـــ ــــ xyxy=(551,1548,681,1703)
news-item xyxy=(143,944,272,1165)
news-item-number-value: 37 xyxy=(363,925,377,940)
news-item-body: ــ ــــ ـــ ــــــ ـــ ــــ ــــ ـــــ ــ ـــ ــــــ ـــ ــــ ـ ـــــ ــــ ـــ ــــــ ــ ــــ ـــ ــــــ ـــ ــــ ــــ ـــــ ــ ـــ ــــــ ـــ ــــ ـ ـــــ ــــ ـــ ــــــ ــ ــــ ـــ ــــــ ـــ ــــ ــــ ـــــ ــ ـــ ــــــ ـــ ــــ ـ ـــــ ــــ ـــ ــــــ ــ ــــ ـــ ــــــ ـــ ــــ ــــ ـــــ ــ ـــ ــــــ ـــ ــــ ـ ـــــ ــــ ـــ ــــــ ــ ــــ ـــ ــــــ ـــ ــــ ــــ ـــــ ــ ـــ ــــــ ـــ ــــ ـ ـــــ ــــ ـــ ــــــ ــ ــــ ـــ ــــــ ـــ ــــ ــــ ـــــ ــ ـــ ــــــ ـــ ــــ ـ ـــــ ــــ ـــ ــــــ ــ ــــ ـــ ــــــ ـــ ــــ ــــ ـــــ ــ ـــ ــــــ ـــ ــــ ـ ـــــ ــــ ـــ ــــــ ــ ــــ ـــ ــــــ ـــ ــــ ــــ ـــــ ــ ـــ ــــــ ـــ ــــ ـ ـــــ ــــ ـــ ــــــ ــ ــــ ـــ ــــــ ـــ ــــ ــــ ـــــ ــ ـــ ــــــ ـــ ــــ ـ ـــــ ــــ ـــ ــــــ ــ ــــ ـــ ــــــ ـــ ــــ ــــ ـــــ ــ ـــ ــــــ ـــ ــــ ـ ـــــ ــــ ـــ ــــــ ــ ــــ ـــ ــــــ ـــ ــــ ــــ ـــــ ــ ـــ ــــــ ـــ xyxy=(143,1415,273,1592)
news-item-header xyxy=(824,699,953,716)
news-item xyxy=(279,922,408,1010)
news-item-header xyxy=(688,22,817,39)
news-item-header xyxy=(552,294,681,311)
news-item-headline: ہنادشا xyxy=(442,25,468,36)
news-item-body: ــ ــــ ـــ ــــــ ـــ ــــ ــــ ـــــ ــ ـــ ــــــ ـــ ــــ ـ ـــــ ــــ ـــ ــــــ ــ ــــ ـــ ــــــ ـــ ــــ ــــ ـــــ ــ ـــ ــــــ ـــ ــــ ـ ـــــ ــــ ـــ ــــــ ــ ــــ ـــ ــــــ ـــ ــــ ــــ ـــــ ــ ـــ ــــــ ـــ ــــ ـ ـــــ ــــ ـــ ــــــ ــ ــــ ـــ ــــــ ـــ ــــ ــــ ـــــ ــ ـــ ــــــ ـــ ــــ ـ ـــــ ــــ ـــ ــــــ ــ ــــ ـــ ــــــ ـــ ــــ ــــ ـــــ ــ ـــ ــــــ ـــ ــــ ـ ـــــ ــــ ـــ ــــــ ــ ــــ ـــ ــــــ ـــ ــــ ــــ ـــــ ــ ـــ ــــــ ـــ ــــ ـ ـــــ ــــ ـــ ــــــ ــ ــــ ـــ ــــــ ـــ ــــ ــــ ـــــ ــ ـــ ــــــ ـــ ــــ ـ ـــــ ــــ ـــ ــــــ ــ ــــ ـــ ــــــ ـــ ــــ ــــ ـــــ ــ ـــ ــــــ ـــ ــــ ـ ـــــ ــــ ـــ ــــــ ــ ــــ ـــ ــــــ ـــ ــــ ــــ ـــــ ــ ـــ ــــــ ـــ ــــ ـ ـــــ ــــ ـــ ــــــ ــ ــــ ـــ ــــــ ـــ ــــ ــــ ـــــ ــ ـــ ــــــ ـــ ــــ ـ ـــــ ــــ ـــ ــــــ ــ ــــ ـــ ــــــ ـــ ــــ ــــ ـــــ ــ ـــ ــــــ ـــ ــــ ـ ـــــ ــــ ـــ ــــــ ــ ــــ ـــ ــــــ ـــ ــــ ــــ ـــــ ــ ـــ ــــــ ـــ ــــ ـ ـــــ ــــ ـــ ــــــ ــ ــــ ـــ ــــــ ـــ ــــ ــــ ـــــ ــ ـــ ــــــ ـــ ــــ ـ ـــــ ــــ ـــ ــــــ ــ ــــ ـــ ــــــ ـــ ــــ ــــ ـــــ ــ ـــ ــــــ ـــ ــــ ـ ـــــ ــــ ـــ ــــــ ــ ــــ ـــ ــــــ ـــ ــــ ــــ ـــــ ــ ـــ ــــــ ـــ ــــ ـ ـــــ ــــ ـــ ــــــ ــ ــــ ـــ ــــــ ـــ ــــ ــــ ـــــ ــ ـــ ــــــ ـــ ــــ ـ ـــــ ــــ ـــ ــــــ ــ ــــ ـــ ــــــ ـــ ــــ ــــ ـــــ ــ ـــ ــــــ ـــ ــــ ـ ـــــ ــــ ـــ ــــــ ــ ــــ ـــ ــــــ ـــ ــــ xyxy=(415,42,545,329)
jumla-label: جملہ xyxy=(379,25,404,36)
news-columns xyxy=(4,20,956,1770)
news-item-headline xyxy=(280,1219,358,1234)
news-item-headline xyxy=(825,473,910,488)
news-item-headline xyxy=(825,564,910,579)
news-item xyxy=(688,739,817,893)
news-item xyxy=(279,1488,408,1620)
news-item-body: ــ ــــ ـــ ــــــ ـــ ــــ ــــ ـــــ ــ ـــ ــــــ ـــ ــــ ـ ـــــ ــــ ـــ ــــــ ــ ــــ ـــ ــــــ ـــ ــــ ــــ ـــــ ــ ـــ ــــــ ـــ ــــ ـ ـــــ ــــ ـــ ــــــ ــ ــــ ـــ ــــــ ـــ ــــ ــــ ـــــ ــ ـــ ــــــ ـــ ــــ ـ ـــــ ــــ ـــ ــــــ ــ ــــ ـــ ــــــ ـــ ــــ ــــ ـــــ ــ ـــ ــــــ ـــ ــــ ـ ـــــ ــــ ـــ ــــــ ــ ــــ ـــ ــــــ ـــ ــــ ــــ ـــــ ــ ـــ ــــــ ـــ ــــ ـ ـــــ ــــ ـــ ــــــ ــ ــــ ـــ ــــــ ـــ ــــ xyxy=(7,852,137,940)
news-item-body: ــ ــــ ـــ ــــــ ـــ ــــ ــــ ـــــ ــ ـــ ــــــ ـــ ــــ ـ ـــــ ــــ ـــ ــــــ ــ ــــ ـــ ــــــ ـــ ــــ ــــ ـــــ ــ ـــ ــــــ ـــ ــــ ـ ـــــ ــــ ـــ ــــــ ــ ــــ ـــ ــــــ ـــ ــــ ــــ ـــــ ــ ـــ ــــــ ـــ ــــ ـ ـــــ ــــ ـــ ــــــ ــ ــــ ـــ ــــــ ـــ ــــ ــــ ـــــ ــ ـــ ــــــ ـــ ــــ ـ ـــــ ــــ ـــ ــــــ ــ ــــ ـــ ــــــ ـــ ــــ ــــ ـــــ ــ ـــ ــــــ ـــ ــــ ـ ـــــ ــــ ـــ ــــــ ــ ــــ ـــ ــــــ ـــ ــــ ــــ ـــــ ــ ـــ ــــــ ـــ ــــ ـ ـــــ ــــ ـــ ــــــ ــ ــــ ـــ ــــــ ـــ ــــ ــــ ـــــ ــ ـــ ــــــ ـــ ــــ ـ ـــــ ــــ ـــ ــــــ ــ ــــ ـــ ــــــ ـــ ــــ ــــ ـــــ ــ ـــ ــــــ ـــ ــــ ـ ـــــ ــــ ـــ ــــــ ــ ــــ ـــ ــــــ ـــ ــــ ــــ ـــــ ــ ـــ ــــــ ـــ ــــ ـ ـــــ ــــ ـــ ــــــ ــ ــــ ـــ ــــــ ـــ ــــ ــــ ـــــ ــ ـــ ــــــ ـــ ــــ ـ ـــــ ــــ ـــ ــــــ ــ ــــ ـــ ــــــ ـــ ــــ ــــ ـــــ ــ ـــ ــــــ ـــ ــــ ـ ـــــ ــــ ـــ ــــــ ــ ــــ ـــ ــــــ ـــ ــــ ــــ ـــــ ــ ـــ ــــــ ـــ ــــ ـ ـــــ ــــ ـــ ــــــ ــ ــــ ـــ ــــــ ـــ ــــ ــــ ـــــ ــ ـــ ــــــ ـــ ــــ ـ ـــــ ــــ ـــ ــــــ ــ ــــ ـــ ــــــ ـــ ــــ ــــ ـــــ ــ ـــ ــــــ ـــ ــــ ـ ـــــ ــــ ـــ ــــــ ــ ــــ ـــ ــــــ ـــ ــــ ــــ ـــــ ــ ـــ ــــــ ـــ ــــ ـ ـــــ ــــ ـــ ــــــ ــ ــــ ـــ ــــــ ـــ ــــ ــــ ـــــ ــ ـــ ــــــ ـــ ــــ ـ ـــــ ــــ ـــ ــــــ ــ ــــ ـــ ــــــ ـــ ــــ ــــ ـــــ ــ ـــ ــــــ ـــ ــــ ـ ـــــ ــــ ـــ ــــــ ــ ــــ ـــ ــــــ ـــ ــــ ــــ ـــــ ــ ـــ ــــــ ـــ ــــ ـ ـــــ ــــ ـــ ــــــ ــ ــــ ـــ ــــــ ـــ ــــ ــــ ـــــ ــ ـــ ــــــ ـــ xyxy=(7,966,137,1275)
news-item-body: ــ ــــ ـــ ــــــ ـــ ــــ ــــ ـــــ ــ ـــ ــــــ ـــ ــــ ـ ـــــ ــــ ـــ ــــــ ــ ــــ ـــ ــــــ ـــ ــــ ــــ ـــــ ــ ـــ ــــــ ـــ ــــ ـ ـــــ ــــ ـــ ــــــ ــ ــــ ـــ ــــــ ـــ ــــ ــــ ـــــ ــ ـــ ــــــ ـــ ــــ ـ ـــــ ــــ ـــ ــــــ ــ ــــ ـــ ــــــ ـــ ــــ ــــ ـــــ ــ ـــ ــــــ ـــ ــــ ـ ـــــ ــــ ـــ ــــــ ــ ــــ ـــ ــــــ ـــ ــــ ــــ ـــــ ــ ـــ ــــــ ـــ ــــ ـ ـــــ ــــ ـــ ــــــ ــ ــــ ـــ ــــــ ـــ ــــ ــــ ـــــ ــ ـــ ــــــ ـــ ــــ ـ ـــــ ــــ ـــ ــــــ ــ ــــ ـــ ــــــ ـــ ــــ ــــ ـــــ ــ ـــ ــــــ ـــ ــــ ـ ـــــ ــــ ـــ ــــــ ــ ــــ ـــ ــــــ ـــ ــــ ــــ ـــــ ــ ـــ ــــــ ـــ ــــ ـ ـــــ ــــ ـــ ــــــ ــ ــــ ـــ ــــــ ـــ ــــ ــــ ـــــ ــ ـــ ــــــ ـــ ــــ ـ ـــــ ــــ ـــ ــــــ ــ ــــ ـــ ــــــ ـــ ــــ ــــ ـــــ ــ ـــ ــــــ ـــ ــــ ـ ـــــ ــــ ـــ ــــــ ــ ــــ ـــ ــــــ ـــ ــــ ــــ ـــــ ــ ـــ ــــــ ـــ ــــ ـ ـــــ ــــ ـــ ــــــ ــ ــــ ـــ ــــــ ـــ ــــ ــــ ـــــ ــ ـــ ــــــ ـــ ــــ ـ ـــــ ــــ ـــ ــــــ ــ ــــ ـــ ــــــ ـــ ــــ ــــ ـــــ ــ ـــ ــــــ ـــ ــــ ـ ـــــ ــــ ـــ ــــــ ــ ــــ ـــ ــــــ ـــ ــــ xyxy=(7,42,137,262)
news-item-number-value: 31 xyxy=(499,1347,513,1362)
news-item-number xyxy=(222,1599,271,1614)
news-item xyxy=(688,1055,817,1209)
news-item xyxy=(279,1308,408,1484)
news-item-number-value: 10 xyxy=(771,23,785,38)
news-item-header xyxy=(143,1171,272,1188)
news-item-number-value: 9 xyxy=(914,1111,922,1126)
news-item-number xyxy=(222,1397,271,1412)
news-item-header xyxy=(279,449,408,466)
news-item-header xyxy=(824,974,953,991)
jumla-label: جملہ xyxy=(515,1348,540,1360)
news-item-header xyxy=(143,22,272,39)
news-item-number xyxy=(86,270,135,285)
news-item-number xyxy=(222,947,271,962)
news-item-body: ــ ــــ ـــ ــــــ ـــ ــــ ــــ ـــــ ــ ـــ ــــــ ـــ ــــ ـ ـــــ ــــ ـــ ــــــ ــ ــــ ـــ ــــــ ـــ ــــ ــــ ـــــ ــ ـــ ــــــ ـــ ــــ ـ ـــــ ــــ ـــ ــــــ ــ ــــ ـــ ــــــ ـــ ــــ ــــ ـــــ ــ ـــ ــــــ ـــ ــــ ـ ـــــ ــــ ـــ ــــــ ــ ــــ ـــ ــــــ ـــ ــــ ــــ ـــــ ــ ـــ ــــــ ـــ ــــ ـ ـــــ ــــ ـــ ــــــ ــ ــــ ـــ ــــــ ـــ ــــ ــــ ـــــ ــ ـــ ــــــ ـــ ــــ ـ ـــــ ــــ ـــ ــــــ ــ ــــ ـــ ــــــ ـــ ــــ ــــ ـــــ ــ ـــ ــــــ ـــ ــــ ـ ـــــ ــــ ـــ ــــــ ــ ــــ ـــ ــــــ ـــ ــــ ــــ ـــــ ــ ـــ ــــــ ـــ ــــ ـ ـــــ ــــ ـــ ــــــ ــ ــــ ـــ ــــــ ـــ ــــ ــــ ـــــ ــ ـــ ــــــ ـــ ــــ ـ ـــــ ــــ ـــ ــــــ xyxy=(143,671,273,804)
news-item-number-value: 20 xyxy=(635,295,649,310)
news-column xyxy=(548,20,684,1770)
news-item-body: ــ ــــ ـــ ــــــ ـــ ــــ ــــ ـــــ ــ ـــ ــــــ ـــ ــــ ـ ـــــ ــــ ـــ ــــــ ــ ــــ ـــ ــــــ ـــ ــــ ــــ ـــــ ــ ـــ ــــــ ـــ ــــ ـ ـــــ ــــ ـــ ــــــ ــ ــــ ـــ ــــــ ـــ ــــ ــــ ـــــ ــ ـــ ــــــ ـــ ــــ ـ ـــــ ــــ ـــ ــــــ ــ ــــ ـــ ــــــ ـــ ــــ ــــ ـــــ ــ ـــ ــــــ ـــ ــــ ـ ـــــ ــــ ـــ ــــــ ــ ــــ ـــ ــــــ ـــ ــــ ــــ ـــــ ــ ـــ ــــــ ـــ ــــ ـ ـــــ ــــ ـــ ــــــ ــ ــــ ـــ ــــــ ـــ ــــ ــــ ـــــ ــ ـــ ــــــ ـــ ــــ ـ ـــــ ــــ ـــ ــــــ ــ ــــ ـــ ــــــ ـــ ــــ ــــ ـــــ ــ ـــ ــــــ ـــ ــــ ـ ـــــ ــــ ـــ ــــــ ــ ــــ ـــ ــــــ ـــ ــــ ــــ ـــــ ــ ـــ ــــــ ـــ ــــ ـ ـــــ ــــ ـــ ــــــ ــ ــــ ـــ ــــــ ـــ ــــ ــــ ـــــ ــ ـــ ــــــ ـــ ــــ ـ ـــــ ــــ ـــ ــــــ ــ ــــ ـــ ــــــ ـــ ــــ ــــ ـــــ ــ ـــ ــــــ ـــ ــــ ـ ـــــ ــــ ـــ ــــــ ــ ــــ ـــ ــــــ ـــ ــــ ــــ ـــــ ــ ـــ ــــــ ـــ ــــ ـ ـــــ ــــ ـــ ــــــ ــ ــــ ـــ ــــــ ـــ ــــ ــــ ـــــ ــ ـــ ــــــ ـــ ــــ ـ ـــــ ــــ ـــ ــــــ xyxy=(551,1077,681,1275)
news-item xyxy=(552,1055,681,1276)
news-item-number-value: 46 xyxy=(227,811,241,826)
news-item-body: ــ ــــ ـــ ــــــ ـــ ــــ ــــ ـــــ ــ ـــ ــــــ ـــ ــــ ـ ـــــ ــــ ـــ ــــــ ــ ــــ ـــ ــــــ ـــ ــــ ــــ ـــــ ــ ـــ ــــــ ـــ ــــ ـ ـــــ ــــ ـــ ــــــ ــ ــــ ـــ ــــــ ـــ ــــ ــــ ـــــ ــ ـــ ــــــ ـــ ــــ ـ ـــــ ــــ ـــ ــــــ ــ ــــ ـــ ــــــ ـــ ــــ ــــ ـــــ ــ ـــ ــــــ ـــ ــــ ـ ـــــ ــــ ـــ ــــــ ــ ــــ ـــ ــــــ ـــ ــــ ــــ ـــــ ــ ـــ ــــــ ـــ ــــ ـ ـــــ ــــ ـــ ــــــ ــ ــــ ـــ ــــــ ـــ ــــ ــــ ـــــ ــ ـــ ــــــ ـــ ــــ ـ ـــــ ــــ ـــ ــــــ ــ ــــ ـــ ــــــ ـــ ــــ ــــ ـــــ ــ ـــ ــــــ ـــ ــــ ـ ـــــ ــــ ـــ ــــــ ــ ــــ ـــ ــــــ ـــ ــــ ــــ ـــــ ــ ـــ ــــــ ـــ ــــ ـ ـــــ ــــ ـــ ــــــ xyxy=(687,760,817,892)
news-item-body: ــ ــــ ـــ ــــــ ـــ ــــ ــــ ـــــ ــ ـــ ــــــ ـــ ــــ ـ ـــــ ــــ ـــ ــــــ ــ ــــ ـــ ــــــ ـــ ــــ ــــ ـــــ ــ ـــ ــــــ ـــ ــــ ـ ـــــ ــــ ـــ ــــــ ــ ــــ ـــ ــــــ ـــ ــــ ــــ ـــــ ــ ـــ ــــــ ـــ ــــ ـ ـــــ ــــ ـــ ــــــ ــ ــــ ـــ ــــــ ـــ ــــ ــــ ـــــ ــ ـــ ــــــ ـــ ــــ ـ ـــــ ــــ ـــ ــــــ ــ ــــ ـــ ــــــ ـــ ــــ ــــ ـــــ ــ ـــ ــــــ ـــ ــــ ـ ـــــ ــــ ـــ ــــــ ــ ــــ ـــ ــــــ ـــ ــــ ــــ ـــــ ــ ـــ ــــــ ـــ ــــ ـ ـــــ ــــ ـــ ــــــ ــ ــــ ـــ ــــــ ـــ ــــ ــــ ـــــ ــ ـــ ــــــ ـــ ــــ ـ ـــــ ــــ ـــ ــــــ ــ ــــ ـــ ــــــ ـــ ــــ ــــ ـــــ ــ ـــ ــــــ ـــ ــــ ـ ـــــ ــــ ـــ ــــــ ــ ــــ ـــ ــــــ ـــ ــــ ــــ ـــــ ــ ـــ ــــــ ـــ ــــ ـ ـــــ ــــ ـــ ــــــ ــ ــــ ـــ ــــــ ـــ ــــ ــــ ـــــ ــ ـــ ــــــ ـــ ــــ ـ ـــــ ــــ ـــ ــــــ ــ ــــ ـــ ــــــ ـــ ــــ ــــ ـــــ ــ ـــ ــــــ ـــ xyxy=(279,1035,409,1211)
news-item-body: ــ ــــ ـــ ــــــ ـــ ــــ ــــ ـــــ ــ ـــ ــــــ ـــ ــــ ـ ـــــ ــــ ـــ ــــــ ــ ــــ ـــ ــــــ ـــ ــــ ــــ ـــــ ــ ـــ ــــــ ـــ ــــ ـ ـــــ ــــ ـــ ــــــ ــ ــــ ـــ ــــــ ـــ ــــ ــــ ـــــ ــ ـــ ــــــ ـــ ــــ ـ ـــــ ــــ ـــ ــــــ ــ ــــ ـــ ــــــ ـــ ــــ ــــ ـــــ ــ ـــ ــــــ ـــ ــــ ـ ـــــ ــــ ـــ ــــــ ــ ــــ ـــ ــــــ ـــ ــــ ــــ ـــــ ــ ـــ ــــــ ـــ ــــ ـ ـــــ ــــ ـــ ــــــ ــ ــــ ـــ ــــــ ـــ ــــ ــــ ـــــ ــ ـــ ــــــ ـــ ــــ ـ ـــــ ــــ ـــ ــــــ ــ ــــ ـــ ــــــ ـــ ــــ ــــ ـــــ ــ ـــ ــــــ ـــ ــــ ـ ـــــ ــــ ـــ ــــــ ــ ــــ ـــ ــــــ ـــ ــــ ــــ ـــــ ــ ـــ ــــــ ـــ ــــ ـ ـــــ ــــ ـــ ــــــ ــ ــــ ـــ ــــــ ـــ ــــ ــــ ـــــ ــ ـــ ــــــ ـــ ــــ ـ ـــــ ــــ ـــ ــــــ ــ ــــ ـــ ــــــ ـــ ــــ ــــ ـــــ ــ ـــ ــــــ ـــ ــــ ـ ـــــ ــــ ـــ ــــــ ــ ــــ ـــ ــــــ ـــ ــــ ــــ ـــــ ــ ـــ ــــــ ـــ xyxy=(687,42,817,218)
news-item xyxy=(7,944,136,1276)
news-item-headline: شناخمو xyxy=(713,228,743,239)
news-item-headline xyxy=(280,542,358,557)
news-item-body: ــ ــــ ـــ ــــــ ـــ ــــ ــــ ـــــ ــ ـــ ــــــ ـــ ــــ ـ ـــــ ــــ ـــ ــــــ ــ ــــ ـــ ــــــ ـــ ــــ ــــ ـــــ ــ ـــ ــــــ ـــ ــــ ـ ـــــ ــــ ـــ ــــــ ــ ــــ ـــ ــــــ ـــ ــــ ــــ ـــــ ــ ـــ ــــــ ـــ ــــ ـ ـــــ ــــ ـــ ــــــ ــ ــــ ـــ ــــــ ـــ ــــ ــــ ـــــ ــ ـــ ــــــ ـــ ــــ ـ ـــــ ــــ ـــ ــــــ xyxy=(823,719,953,784)
jumla-label: جملہ xyxy=(379,1221,404,1233)
news-item xyxy=(552,292,681,579)
news-item-header xyxy=(552,810,681,827)
news-item-header xyxy=(824,882,953,899)
jumla-label: جملہ xyxy=(651,296,676,308)
news-item xyxy=(143,1596,272,1639)
news-item-header xyxy=(688,741,817,758)
news-item-body: ــ ــــ ـــ ــــــ ـــ ــــ ــــ ـــــ ــ ـــ ــــــ ـــ ــــ ـ ـــــ ــــ ـــ ــــــ ــ ــــ ـــ ــــــ ـــ ــــ ــــ ـــــ ــ ـــ ــــــ ـــ ــــ ـ ـــــ ــــ ـــ ــــــ ــ ــــ ـــ ــــــ ـــ ــــ ــــ ـــــ ــ ـــ ــــــ ـــ ــــ ـ ـــــ ــــ ـــ ــــــ ــ ــــ ـــ ــــــ ـــ ــــ ــــ ـــــ ــ ـــ ــــــ ـــ ــــ ـ ـــــ ــــ ـــ ــــــ ــ ــــ ـــ ــــــ ـــ ــــ ــــ ـــــ ــ ـــ ــــــ ـــ ــــ ـ ـــــ ــــ ـــ ــــــ ــ ــــ ـــ ــــــ ـــ ــــ ــــ ـــــ ــ ـــ ــــــ ـــ ــــ ـ ـــــ ــــ ـــ ــــــ ــ ــــ ـــ ــــــ ـــ ــــ ــــ ـــــ ــ ـــ ــــــ ـــ ــــ ـ ـــــ ــــ ـــ ــــــ ــ ــــ ـــ ــــــ ـــ ــــ ــــ ـــــ ــ ـــ ــــــ ـــ ــــ ـ ـــــ ــــ ـــ ــــــ ــ ــــ ـــ ــــــ ـــ ــــ ــــ ـــــ ــ ـــ ــــــ ـــ ــــ ـ ـــــ ــــ ـــ ــــــ ــ ــــ ـــ ــــــ ـــ ــــ ــــ ـــــ ــ ـــ ــــــ ـــ ــــ ـ ـــــ ــــ ـــ ــــــ ــ ــــ ـــ ــــــ ـــ ــــ ــــ ـــــ ــ ـــ ــــــ ـــ ــــ ـ ـــــ ــــ ـــ ــــــ ــ ــــ ـــ ــــــ ـــ ــــ ــــ ـــــ ــ ـــ ــــــ ـــ ــــ ـ ـــــ ــــ ـــ ــــــ ــ ــــ ـــ ــــــ ـــ ــــ ــــ ـــــ ــ ـــ ــــــ ـــ ــــ ـ ـــــ ــــ ـــ ــــــ ــ ــــ ـــ ــــــ ـــ ــــ ــــ ـــــ ــ ـــ ــــــ ـــ ــــ ـ ـــــ ــــ ـــ ــــــ ــ ــــ ـــ ــــــ ـــ ــــ ــــ ـــــ ــ ـــ ــــــ ـــ ــــ ـ ـــــ ــــ ـــ ــــــ ــ ــــ ـــ ــــــ ـــ ــــ ــــ ـــــ ــ ـــ ــــــ ـــ ــــ ـ ـــــ ــــ ـــ ــــــ xyxy=(551,313,681,579)
news-item-number-value: 11 xyxy=(772,226,785,241)
news-item-body: ــ ــــ ـــ ــــــ ـــ ــــ ــــ ـــــ ــ ـــ ــــــ ـــ ــــ ـ ـــــ ــــ ـــ ــــــ ــ ــــ ـــ ــــــ ـــ ــــ ــــ ـــــ ــ ـــ ــــــ ـــ ــــ ـ ـــــ ــــ ـــ ــــــ ــ ــــ ـــ ــــــ ـــ ــــ ــــ ـــــ ــ ـــ ــــــ ـــ xyxy=(7,580,137,623)
news-item-body: ــ ــــ ـــ ــــــ ـــ ــــ ــــ ـــــ ــ ـــ ــــــ ـــ ــــ ـ ـــــ ــــ ـــ ــــــ ــ ــــ ـــ ــــــ ـــ ــــ ــــ ـــــ ــ ـــ ــــــ ـــ ــــ ـ ـــــ ــــ ـــ ــــــ ــ ــــ ـــ ــــــ ـــ ــــ ــــ ـــــ ــ ـــ ــــــ ـــ ــــ ـ ـــــ ــــ ـــ ــــــ ــ ــــ ـــ ــــــ ـــ ــــ ــــ ـــــ ــ ـــ ــــــ ـــ ــــ ـ ـــــ ــــ ـــ ــــــ ــ ــــ ـــ ــــــ ـــ ــــ ــــ ـــــ ــ ـــ ــــــ ـــ ــــ ـ ـــــ ــــ ـــ ــــــ ــ ــــ ـــ ــــــ ـــ ــــ ــــ ـــــ ــ ـــ ــــــ ـــ ــــ ـ ـــــ ــــ ـــ ــــــ ــ ــــ ـــ ــــــ ـــ ــــ ــــ ـــــ ــ ـــ ــــــ ـــ ــــ ـ ـــــ ــــ ـــ ــــــ ــ ــــ ـــ ــــــ ـــ ــــ ــــ ـــــ ــ ـــ ــــــ ـــ ــــ ـ ـــــ ــــ ـــ ــــــ ــ ــــ ـــ ــــــ ـــ ــــ ــــ ـــــ ــ ـــ ــــــ ـــ ــــ ـ ـــــ ــــ ـــ ــــــ ــ ــــ ـــ ــــــ ـــ ــــ ــــ ـــــ ــ ـــ ــــــ ـــ ــــ ـ ـــــ ــــ ـــ ــــــ ــ ــــ ـــ ــــــ ـــ ــــ ــــ ـــــ ــ ـــ ــــــ ـــ ــــ ـ ـــــ ــــ ـــ ــــــ ــ ــــ ـــ ــــــ ـــ ــــ ــــ ـــــ ــ ـــ ــــــ ـــ ــــ ـ ـــــ ــــ ـــ ــــــ ــ ــــ ـــ ــــــ ـــ ــــ ــــ ـــــ ــ ـــ ــــــ ـــ ــــ ـ ـــــ ــــ ـــ ــــــ ــ ــــ ـــ ــــــ ـــ ــــ xyxy=(551,1301,681,1522)
news-item-number-value: 8 xyxy=(914,975,922,990)
news-item-body: ــ ــــ ـــ ــــــ ـــ ــــ ــــ ـــــ ــ ـــ ــــــ ـــ ــــ ـ ـــــ ــــ ـــ ــــــ ــ ــــ ـــ ــــــ ـــ ــــ ــــ ـــــ ــ ـــ ــــــ ـــ ــــ ـ ـــــ ــــ ـــ ــــــ ــ ــــ ـــ ــــــ ـــ ــــ ــــ ـــــ ــ ـــ ــــــ ـــ ــــ ـ ـــــ ــــ ـــ ــــــ ــ ــــ ـــ ــــــ ـــ ــــ ــــ ـــــ ــ ـــ ــــــ ـــ ــــ ـ ـــــ ــــ ـــ ــــــ ــ ــــ ـــ ــــــ ـــ ــــ ــــ ـــــ ــ ـــ ــــــ ـــ ــــ ـ ـــــ ــــ ـــ ــــــ ــ ــــ ـــ ــــــ ـــ ــــ ــــ ـــــ ــ ـــ ــــــ ـــ ــــ ـ ـــــ ــــ ـــ ــــــ ــ ــــ ـــ ــــــ ـــ ــــ ــــ ـــــ ــ ـــ ــــــ ـــ ــــ ـ ـــــ ــــ ـــ ــــــ ــ ــــ ـــ ــــــ ـــ ــــ ــــ ـــــ ــ ـــ ــــــ ـــ ــــ ـ ـــــ ــــ ـــ ــــــ ــ ــــ ـــ ــــــ ـــ ــــ ــــ ـــــ ــ ـــ ــــــ ـــ ــــ ـ ـــــ ــــ ـــ ــــــ ــ ــــ ـــ ــــــ ـــ ــــ ــــ ـــــ ــ ـــ ــــــ ـــ ــــ ـ ـــــ ــــ ـــ ــــــ ــ ــــ ـــ ــــــ ـــ ــــ ــــ ـــــ ــ ـــ ــــــ ـــ ــــ ـ ـــــ ــــ ـــ ــــــ ــ ــــ ـــ ــــــ ـــ ــــ ــــ ـــــ ــ ـــ ــــــ ـــ ــــ ـ ـــــ ــــ ـــ ــــــ ــ ــــ ـــ ــــــ ـــ ــــ ــــ ـــــ ــ ـــ ــــــ ـــ ــــ ـ ـــــ ــــ ـــ ــــــ ــ ــــ ـــ ــــــ ـــ ــــ ــــ ـــــ ــ ـــ ــــــ ـــ ــــ ـ ـــــ ــــ ـــ ــــــ ــ ــــ ـــ ــــــ ـــ ــــ ــــ ـــــ ــ ـــ ــــــ ـــ xyxy=(415,938,545,1181)
news-item-number-value: 22 xyxy=(635,811,649,826)
jumla-label: جملہ xyxy=(788,1465,812,1477)
news-item xyxy=(415,1344,544,1432)
news-item xyxy=(143,20,272,241)
news-item-number xyxy=(86,23,135,38)
news-item xyxy=(415,803,544,913)
news-item-body: ــ ــــ ـــ ــــــ ـــ ــــ ــــ ـــــ ــ ـــ ــــــ ـــ ــــ ـ ـــــ ــــ ـــ ــــــ ــ ــــ ـــ ــــــ ـــ ــــ ــــ ـــــ ــ ـــ ــــــ ـــ ــــ ـ ـــــ ــــ ـــ ــــــ ــ ــــ ـــ ــــــ ـــ ــــ ــــ ـــــ ــ ـــ ــــــ ـــ ــــ ـ ـــــ ــــ ـــ ــــــ ــ ــــ ـــ ــــــ ـــ ــــ ــــ ـــــ ــ ـــ ــــــ ـــ ــــ ـ ـــــ ــــ ـــ ــــــ xyxy=(279,943,409,1009)
news-item-body: ــ ــــ ـــ ــــــ ـــ ــــ ــــ ـــــ ــ ـــ ــــــ ـــ ــــ ـ ـــــ ــــ ـــ ــــــ ــ ــــ ـــ ــــــ ـــ ــــ ــــ ـــــ ــ ـــ ــــــ ـــ ــــ ـ ـــــ ــــ ـــ ــــــ ــ ــــ ـــ ــــــ ـــ ــــ ــــ ـــــ ــ ـــ ــــــ ـــ ــــ ـ ـــــ ــــ ـــ ــــــ ــ ــــ ـــ ــــــ ـــ ــــ ــــ ـــــ ــ ـــ ــــــ ـــ ــــ ـ ـــــ ــــ ـــ ــــــ ــ ــــ ـــ ــــــ ـــ ــــ ــــ ـــــ ــ ـــ ــــــ ـــ ــــ ـ ـــــ ــــ ـــ ــــــ ــ ــــ ـــ ــــــ ـــ ــــ ــــ ـــــ ــ ـــ ــــــ ـــ ــــ ـ ـــــ ــــ ـــ ــــــ ــ ــــ ـــ ــــــ ـــ ــــ ــــ ـــــ ــ ـــ ــــــ ـــ ــــ ـ ـــــ ــــ ـــ ــــــ ــ ــــ ـــ ــــــ ـــ ــــ ــــ ـــــ ــ ـــ ــــــ ـــ ــــ ـ ـــــ ــــ ـــ ــــــ ــ ــــ ـــ ــــــ ـــ ــــ ــــ ـــــ ــ ـــ ــــــ ـــ ــــ ـ ـــــ ــــ ـــ ــــــ ــ ــــ ـــ ــــــ ـــ ــــ ــــ ـــــ ــ ـــ ــــــ ـــ ــــ ـ ـــــ ــــ ـــ ــــــ ــ ــــ ـــ ــــــ ـــ ــــ ــــ ـــــ ــ ـــ ــــــ ـــ ــــ ـ ـــــ ــــ ـــ ــــــ ــ ــــ ـــ ــــــ ـــ ــــ ــــ ـــــ ــ ـــ ــــــ ـــ ــــ ـ ـــــ ــــ ـــ ــــــ ــ ــــ ـــ ــــــ ـــ ــــ ــــ ـــــ ــ ـــ ــــــ ـــ ــــ ـ ـــــ ــــ ـــ ــــــ ــ ــــ ـــ ــــــ ـــ ــــ xyxy=(687,244,817,465)
news-item-header xyxy=(688,1215,817,1232)
jumla-label: جملہ xyxy=(107,632,132,644)
news-item xyxy=(688,1213,817,1456)
news-item-header xyxy=(7,22,136,39)
jumla-label: جملہ xyxy=(379,1312,404,1324)
news-item-number-value: 32 xyxy=(363,23,377,38)
news-item-header xyxy=(415,805,544,822)
news-item-body: ــ ــــ ـــ ــــــ ـــ ــــ ــــ ـــــ ــ ـــ ــــــ ـــ ــــ ـ ـــــ ــــ ـــ ــــــ ــ ــــ ـــ ــــــ ـــ ــــ ــــ ـــــ ــ ـــ ــــــ ـــ ــــ ـ ـــــ ــــ ـــ ــــــ ــ ــــ ـــ ــــــ ـــ ــــ ــــ ـــــ ــ ـــ ــــــ ـــ ــــ ـ ـــــ ــــ ـــ ــــــ ــ ــــ ـــ ــــــ ـــ ــــ ــــ ـــــ ــ ـــ ــــــ ـــ ــــ ـ ـــــ ــــ ـــ ــــــ ــ ــــ ـــ ــــــ ـــ ــــ ــــ ـــــ ــ ـــ ــــــ ـــ ــــ ـ ـــــ ــــ ـــ ــــــ ــ ــــ ـــ ــــــ ـــ ــــ ــــ ـــــ ــ ـــ ــــــ ـــ ــــ ـ ـــــ ــــ ـــ ــــــ ــ ــــ ـــ ــــــ ـــ ــــ ــــ ـــــ ــ ـــ ــــــ ـــ ــــ ـ ـــــ ــــ ـــ ــــــ ــ ــــ ـــ ــــــ ـــ ــــ ــــ ـــــ ــ ـــ ــــــ ـــ ــــ ـ ـــــ ــــ ـــ ــــــ ــ ــــ ـــ ــــــ ـــ ــــ ــــ ـــــ ــ ـــ ــــــ ـــ ــــ ـ ـــــ ــــ ـــ ــــــ ــ ــــ ـــ ــــــ ـــ ــــ ــــ ـــــ ــ ـــ ــــــ ـــ ــــ ـ ـــــ ــــ ـــ ــــــ ــ ــــ ـــ ــــــ ـــ ــــ ــــ ـــــ ــ ـــ ــــــ ـــ xyxy=(279,741,409,917)
jumla-label: جملہ xyxy=(788,1218,812,1230)
news-item-number xyxy=(767,473,816,488)
news-item-body: ــ ــــ ـــ ــــــ ـــ ــــ ــــ ـــــ ــ ـــ ــــــ ـــ ــــ ـ ـــــ ــــ ـــ ــــــ ــ ــــ ـــ ــــــ ـــ ــــ ــــ ـــــ ــ ـــ ــــــ ـــ ــــ ـ ـــــ ــــ ـــ ــــــ ــ ــــ ـــ ــــــ ـــ ــــ ــــ ـــــ ــ ـــ ــــــ ـــ ــــ ـ ـــــ ــــ ـــ ــــــ ــ ــــ ـــ ــــــ ـــ ــــ ــــ ـــــ ــ ـــ ــــــ ـــ ــــ ـ ـــــ ــــ ـــ ــــــ ــ ــــ ـــ ــــــ ـــ ــــ ــــ ـــــ ــ ـــ ــــــ ـــ ــــ ـ ـــــ ــــ ـــ ــــــ ــ ــــ ـــ ــــــ ـــ ــــ ــــ ـــــ ــ ـــ ــــــ ـــ ــــ ـ ـــــ ــــ ـــ ــــــ ــ ــــ ـــ ــــــ ـــ ــــ ــــ ـــــ ــ ـــ ــــــ ـــ xyxy=(823,993,953,1103)
jumla-label: جملہ xyxy=(107,563,132,575)
jumla-label: جملہ xyxy=(243,654,268,666)
news-item-body: ــ ــــ ـــ ــــــ ـــ ــــ ــــ ـــــ ــ ـــ ــــــ ـــ ــــ ـ ـــــ ــــ ـــ ــــــ ــ ــــ ـــ ــــــ ـــ ــــ ــــ ـــــ ــ ـــ ــــــ ـــ ــــ ـ ـــــ ــــ ـــ ــــــ ــ ــــ ـــ ــــــ ـــ ــــ ــــ ـــــ ــ ـــ ــــــ ـــ ــــ ـ ـــــ ــــ ـــ ــــــ ــ ــــ ـــ ــــــ ـــ ــــ ــــ ـــــ ــ ـــ ــــــ ـــ ــــ ـ ـــــ ــــ ـــ ــــــ xyxy=(279,1238,409,1303)
news-item-number xyxy=(222,473,271,488)
news-item xyxy=(824,972,953,1104)
news-item-header xyxy=(552,1529,681,1546)
news-item-headline xyxy=(689,1216,767,1231)
news-item-headline xyxy=(689,742,767,757)
news-item-number xyxy=(86,631,135,646)
news-item-number xyxy=(494,1347,543,1362)
jumla-label: جملہ xyxy=(379,272,404,283)
news-item-number xyxy=(358,1017,407,1032)
jumla-label: جملہ xyxy=(243,813,268,825)
urdu-masthead-title xyxy=(798,1,954,17)
news-item-headline xyxy=(825,975,910,990)
news-item-headline xyxy=(825,883,910,898)
news-item-number-value: 43 xyxy=(227,248,241,263)
news-item xyxy=(7,20,136,263)
news-item-header xyxy=(552,22,681,39)
news-item-headline xyxy=(416,806,494,821)
news-column xyxy=(275,20,411,1770)
jumla-label: جملہ xyxy=(924,976,948,988)
news-item-header xyxy=(143,1598,272,1615)
news-item-body: ــ ــــ ـــ ــــــ ـــ ــــ ــــ ـــــ ــ ـــ ــــــ ـــ ــــ ـ ـــــ ــــ ـــ ــــــ ــ ــــ ـــ ــــــ ـــ ــــ ــــ ـــــ ــ ـــ ــــــ ـــ ــــ ـ ـــــ ــــ ـــ ــــــ ــ ــــ ـــ ــــــ ـــ ــــ ــــ ـــــ ــ ـــ ــــــ ـــ ــــ ـ ـــــ ــــ ـــ ــــــ ــ ــــ ـــ ــــــ ـــ ــــ ــــ ـــــ ــ ـــ ــــــ ـــ ــــ ـ ـــــ ــــ ـــ ــــــ xyxy=(415,1365,545,1431)
news-item-number-value: 30 xyxy=(499,1189,513,1204)
news-item-headline xyxy=(144,811,222,826)
news-item-header xyxy=(279,1016,408,1033)
news-item xyxy=(688,470,817,735)
jumla-label: جملہ xyxy=(515,25,540,36)
news-item-body: ــ ــــ ـــ ــــــ ـــ ــــ ــــ ـــــ ــ ـــ ــــــ ـــ ــــ ـ ـــــ ــــ ـــ ــــــ ــ ــــ ـــ ــــــ ـــ ــــ ــــ ـــــ ــ ـــ ــــــ ـــ ــــ ـ ـــــ ــــ ـــ ــــــ ــ ــــ ـــ ــــــ ـــ ــــ ــــ ـــــ ــ ـــ ــــــ ـــ ــــ ـ ـــــ ــــ ـــ ــــــ ــ ــــ ـــ ــــــ ـــ ــــ ــــ ـــــ ــ ـــ ــــــ ـــ ــــ ـ ـــــ ــــ ـــ ــــــ ــ ــــ ـــ ــــــ ـــ ــــ ــــ ـــــ ــ ـــ ــــــ ـــ ــــ ـ ـــــ ــــ ـــ ــــــ ــ ــــ ـــ ــــــ ـــ ــــ ــــ ـــــ ــ ـــ ــــــ ـــ ــــ ـ ـــــ ــــ ـــ ــــــ ــ ــــ ـــ ــــــ ـــ ــــ ــــ ـــــ ــ ـــ ــــــ ـــ ــــ ـ ـــــ ــــ ـــ ــــــ ــ ــــ ـــ ــــــ ـــ ــــ ــــ ـــــ ــ ـــ ــــــ ـــ ــــ ـ ـــــ ــــ ـــ ــــــ ــ ــــ ـــ ــــــ ـــ ــــ ــــ ـــــ ــ ـــ ــــــ ـــ ــــ ـ ـــــ ــــ ـــ ــــــ ــ ــــ ـــ ــــــ ـــ ــــ ــــ ـــــ ــ ـــ ــــــ ـــ ــــ ـ ـــــ ــــ ـــ ــــــ ــ ــــ ـــ ــــــ ـــ ــــ ــــ ـــــ ــ ـــ ــــــ ـــ ــــ ـ ـــــ ــــ ـــ ــــــ ــ ــــ ـــ ــــــ ـــ ــــ ــــ ـــــ ــ ـــ ــــــ ـــ ــــ ـ ـــــ ــــ ـــ ــــــ ــ ــــ ـــ ــــــ ـــ ــــ ــــ ـــــ ــ ـــ ــــــ ـــ ــــ ـ ـــــ ــــ ـــ ــــــ ــ ــــ ـــ ــــــ ـــ ــــ ــــ ـــــ ــ ـــ ــــــ ـــ ــــ ـ ـــــ ــــ ـــ ــــــ ــ ــــ ـــ ــــــ ـــ ــــ ــــ ـــــ ــ ـــ ــــــ ـــ xyxy=(823,42,953,284)
news-item-body: ــ ــــ ـــ ــــــ ـــ ــــ ــــ ـــــ ــ ـــ ــــــ ـــ ــــ ـ ـــــ ــــ ـــ ــــــ ــ ــــ ـــ ــــــ ـــ ــــ ــــ ـــــ ــ ـــ ــــــ ـــ ــــ ـ ـــــ ــــ ـــ ــــــ ــ ــــ ـــ ــــــ ـــ ــــ ــــ ـــــ ــ ـــ ــــــ ـــ xyxy=(551,42,681,85)
news-item-header xyxy=(143,810,272,827)
news-item xyxy=(415,1186,544,1340)
